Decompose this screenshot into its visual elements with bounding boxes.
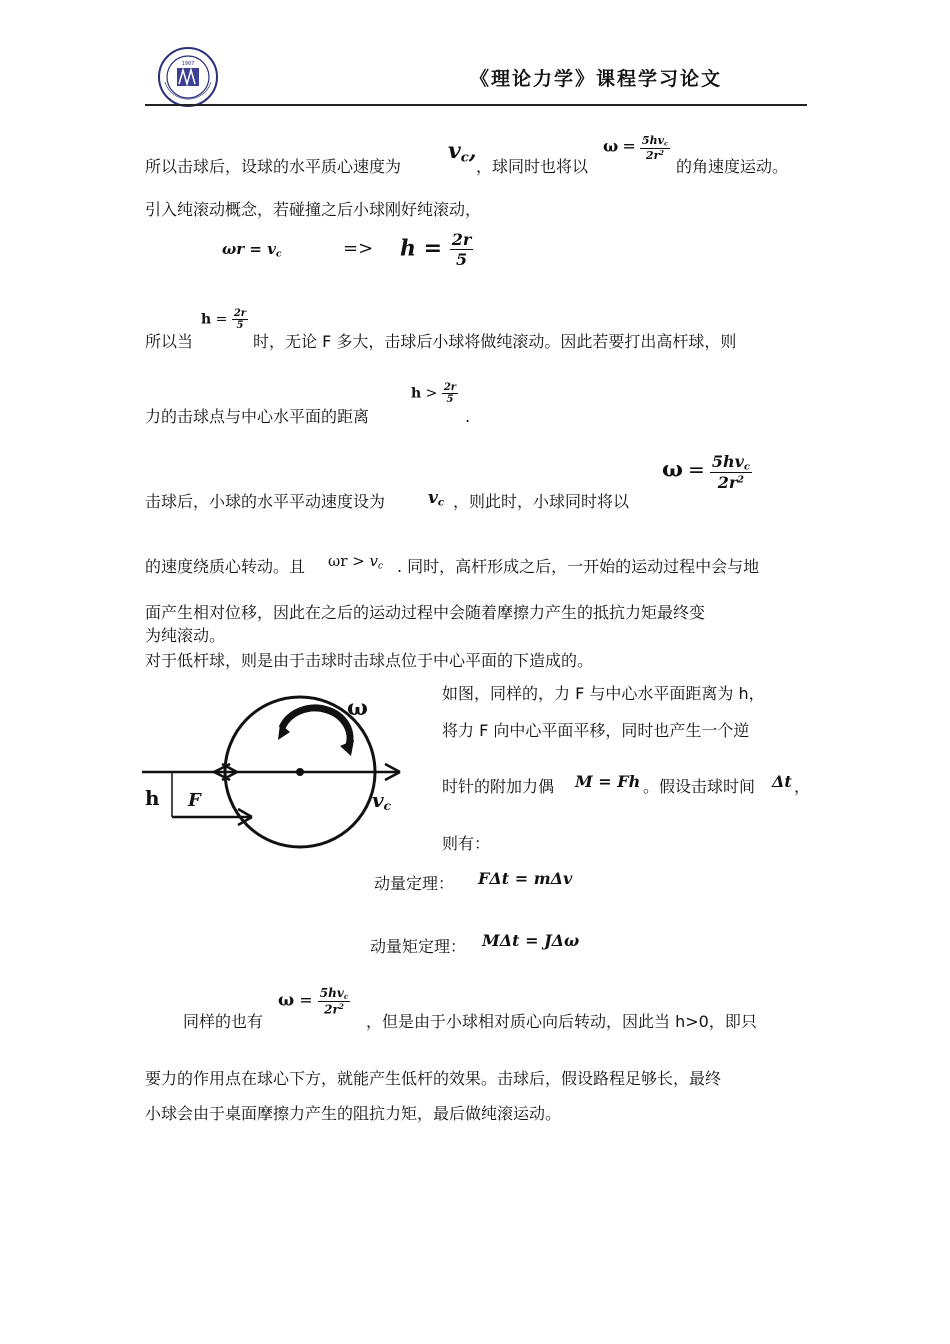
math-h-eq [201,308,248,331]
num [710,452,752,473]
s: c [275,249,282,260]
comma: , [468,138,477,164]
para-7: 面产生相对位移，因此在之后的运动过程中会随着摩擦力产生的抵抗力矩最终变 [145,603,706,622]
eq: = [249,240,262,258]
h: h [400,235,416,262]
eq: = [622,136,636,156]
para-1c: 的角速度运动。 [676,157,789,176]
para-6a: 的速度绕质心转动。且 [145,557,306,576]
para-16a: 同样的也有 [183,1012,264,1031]
d: 2r [324,1002,339,1017]
l: ωr [222,240,245,258]
math-M-Fh: M = Fh [575,772,641,791]
s: c [343,991,349,1001]
l: ωr [328,552,348,570]
momentum-label: 动量定理： [374,874,455,893]
math-h-gt [411,382,458,405]
para-8: 为纯滚动。 [145,626,226,645]
num [318,986,350,1002]
den [640,149,670,162]
para-9: 对于低杆球，则是由于击球时击球点位于中心平面的下造成的。 [145,651,594,670]
eq: = [688,457,705,482]
math-vc [448,138,477,165]
eq: = [299,990,313,1010]
s: c [378,561,384,572]
eq: = [215,311,228,328]
r: v [267,240,276,258]
para-2: 引入纯滚动概念，若碰撞之后小球刚好纯滚动， [145,200,482,219]
para-10: 如图，同样的，力 F 与中心水平面距离为 h， [442,684,765,703]
s: c [437,496,445,509]
omega: ω [662,456,683,483]
sub: c [460,150,469,166]
para-13: 则有： [442,834,491,853]
math-vc-2 [428,488,444,509]
para-17: 要力的作用点在球心下方，就能产生低杆的效果。击球后，假设路程足够长，最终 [145,1069,722,1088]
para-1b: ，球同时也将以 [476,157,589,176]
ang-momentum-label: 动量矩定理： [370,937,467,956]
math-h-result [400,230,473,269]
gt: > [352,552,365,570]
header-divider [145,104,807,106]
num [640,134,670,149]
para-12b: 。假设击球时间 [643,777,756,796]
den: 5 [236,320,244,331]
omega: ω [278,990,295,1011]
den [710,473,752,492]
eq: = [423,235,443,262]
p: 2 [737,474,744,486]
s: c [663,139,668,148]
fraction [710,452,752,492]
para-18: 小球会由于桌面摩擦力产生的阻抗力矩，最后做纯滚运动。 [145,1104,562,1123]
p: 2 [338,1001,344,1011]
para-12a: 时针的附加力偶 [442,777,555,796]
university-seal-icon [157,46,219,108]
v: v [369,552,379,570]
para-5b: ，则此时，小球同时将以 [453,492,630,511]
v: v [372,788,384,812]
math-omega-3 [278,986,350,1016]
s: c [383,799,391,813]
para-4a: 力的击球点与中心水平面的距离 [145,407,370,426]
math-omega-gt [328,552,383,571]
omega-label: ω [347,695,368,721]
math-rolling [222,240,281,259]
header-title: 《理论力学》课程学习论文 [470,68,723,90]
d: 2r [645,148,660,162]
h: h [201,311,212,328]
n: 5hv [711,452,744,471]
den: 5 [455,250,468,269]
svg-text:1907: 1907 [181,61,195,67]
implies-arrow: => [343,238,374,259]
para-4b: . [465,407,471,426]
momentum-eq: FΔt = mΔv [478,869,573,888]
header-logo [157,46,219,108]
num: 2r [233,308,247,319]
para-11: 将力 F 向中心平面平移，同时也产生一个逆 [442,721,750,740]
math-omega-2 [662,452,752,492]
v: v [448,138,461,164]
gt: > [425,385,438,402]
para-1 [145,156,401,178]
math-omega-1 [603,134,670,162]
num: 2r [443,382,457,393]
omega: ω [603,136,619,156]
ball-force-diagram [142,690,432,860]
para-6b: . 同时，高杆形成之后，一开始的运动过程中会与地 [397,557,760,576]
vc-label [372,788,391,813]
h: h [411,385,422,402]
den [318,1002,350,1016]
fraction [450,230,474,269]
fraction [442,382,458,405]
f-label: F [188,790,201,811]
p: 2 [659,148,664,157]
para-3b: 时，无论 F 多大，击球后小球将做纯滚动。因此若要打出高杆球，则 [253,332,737,351]
fraction [640,134,670,162]
para-16b: ，但是由于小球相对质心向后转动，因此当 h>0，即只 [366,1012,757,1031]
n: 5hv [319,986,344,1000]
ang-momentum-eq: MΔt = JΔω [482,931,580,950]
h-label: h [145,786,160,810]
fraction [318,986,350,1016]
para-3a: 所以当 [145,332,194,351]
math-delta-t: Δt [772,772,792,791]
n: 5hv [641,134,664,147]
den: 5 [446,394,454,405]
s: c [743,461,750,473]
para-12c: ， [794,777,811,796]
v: v [428,488,438,508]
d: 2r [717,473,738,493]
text: 所以击球后，设球的水平质心速度为 [145,157,402,176]
para-5a: 击球后，小球的水平平动速度设为 [145,492,386,511]
fraction [232,308,248,331]
num: 2r [451,230,472,249]
